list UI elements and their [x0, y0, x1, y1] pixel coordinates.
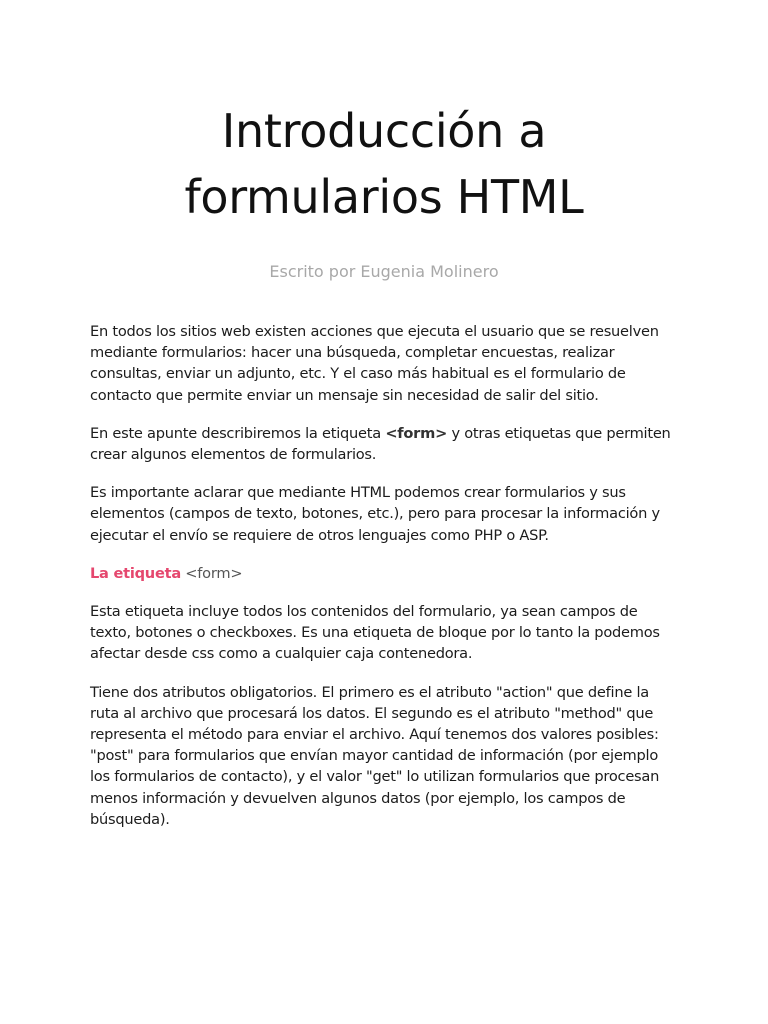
section-heading-tag: <form>: [180, 564, 243, 582]
paragraph-clarification: Es importante aclarar que mediante HTML podemos crear formularios y sus elementos (campos de texto, botones, etc.), pero para procesar la información y ejecutar el envío se requiere de otros lenguajes como PHP o ASP.: [90, 484, 660, 544]
paragraph-form-tag: Esta etiqueta incluye todos los contenidos del formulario, ya sean campos de texto, botones o checkboxes. Es una etiqueta de bloque por lo tanto la podemos afectar desde css como a cualquier caja contenedora.: [90, 603, 660, 663]
page-title: [0, 98, 768, 230]
paragraph-description-start: En este apunte describiremos la etiqueta: [90, 424, 386, 442]
form-tag-bold: <form>: [385, 424, 448, 442]
paragraph-attributes: Tiene dos atributos obligatorios. El primero es el atributo "action" que define la ruta al archivo que procesará los datos. El segundo es el atributo "method" que representa el método para enviar el archivo. Aquí tenemos dos valores posibles: "post" para formularios que envían mayor cantidad de información (por ejemplo los formularios de contacto), y el valor "get" lo utilizan formularios que procesan menos información y devuelven algunos datos (por ejemplo, los campos de búsqueda).: [90, 683, 660, 828]
article-body: [90, 321, 682, 847]
paragraph-description: [90, 423, 682, 465]
paragraph-intro: En todos los sitios web existen acciones que ejecuta el usuario que se resuelven mediante formularios: hacer una búsqueda, completar encuestas, realizar consultas, enviar un adjunto, etc. Y el caso más habitual es el formulario de contacto que permite enviar un mensaje sin necesidad de salir del sitio.: [90, 323, 659, 404]
author-byline: Escrito por Eugenia Molinero: [269, 262, 499, 281]
section-heading-accent: La etiqueta: [90, 564, 181, 582]
page-title-line-2: formularios HTML: [184, 170, 584, 224]
page-title-line-1: Introducción a: [221, 104, 547, 158]
paragraph-description-end: y otras etiquetas que permiten crear algunos elementos de formularios.: [90, 424, 671, 464]
section-heading: [90, 563, 682, 584]
